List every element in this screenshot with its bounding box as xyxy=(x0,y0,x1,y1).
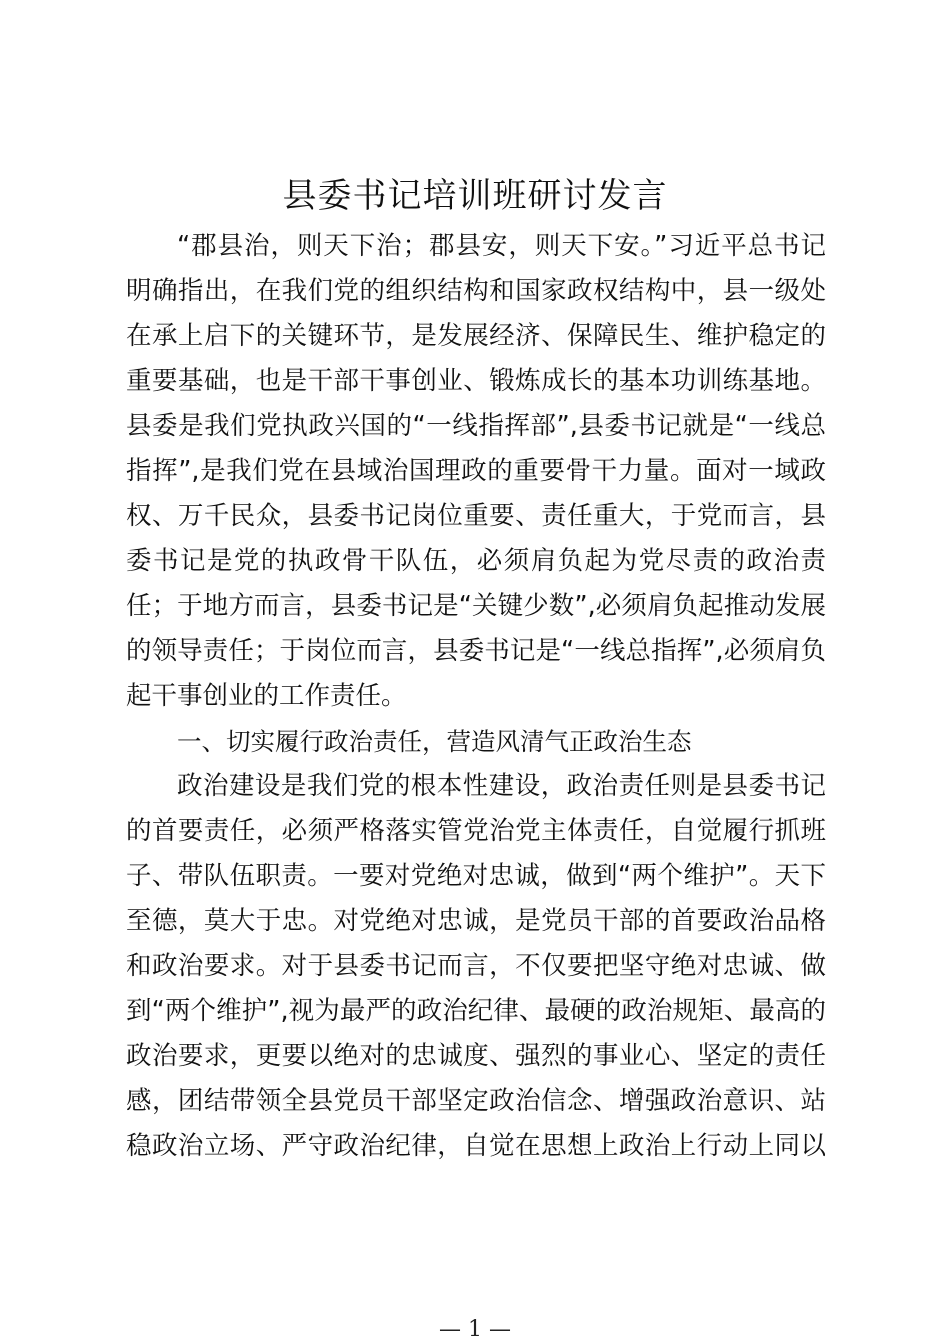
paragraph-line: 政治要求，更要以绝对的忠诚度、强烈的事业心、坚定的责任 xyxy=(126,1041,826,1071)
paragraph-intro xyxy=(126,224,826,719)
paragraph-line: “郡县治，则天下治；郡县安，则天下安。”习近平总书记 xyxy=(177,231,826,261)
document-body xyxy=(126,224,826,1169)
paragraph-line: 稳政治立场、严守政治纪律，自觉在思想上政治上行动上同以 xyxy=(126,1131,826,1161)
paragraph-line: 县委是我们党执政兴国的“一线指挥部”,县委书记就是“一线总 xyxy=(126,411,826,441)
paragraph-line: 至德，莫大于忠。对党绝对忠诚，是党员干部的首要政治品格 xyxy=(126,906,826,936)
paragraph-line: 任；于地方而言，县委书记是“关键少数”,必须肩负起推动发展 xyxy=(126,591,826,621)
paragraph-line: 的领导责任；于岗位而言，县委书记是“一线总指挥”,必须肩负 xyxy=(126,636,826,666)
paragraph-line: 政治建设是我们党的根本性建设，政治责任则是县委书记 xyxy=(177,771,826,801)
paragraph-line: 委书记是党的执政骨干队伍，必须肩负起为党尽责的政治责 xyxy=(126,546,826,576)
paragraph-line: 到“两个维护”,视为最严的政治纪律、最硬的政治规矩、最高的 xyxy=(126,996,826,1026)
paragraph-line: 子、带队伍职责。一要对党绝对忠诚，做到“两个维护”。天下 xyxy=(126,861,826,891)
document-title: 县委书记培训班研讨发言 xyxy=(282,176,668,216)
paragraph-line: 在承上启下的关键环节，是发展经济、保障民生、维护稳定的 xyxy=(126,321,826,351)
section-heading: 一、切实履行政治责任，营造风清气正政治生态 xyxy=(177,727,692,756)
paragraph-political-building xyxy=(126,764,826,1169)
paragraph-line: 的首要责任，必须严格落实管党治党主体责任，自觉履行抓班 xyxy=(126,816,826,846)
paragraph-line: 重要基础，也是干部干事创业、锻炼成长的基本功训练基地。 xyxy=(126,366,826,396)
paragraph-line: 感，团结带领全县党员干部坚定政治信念、增强政治意识、站 xyxy=(126,1086,826,1116)
paragraph-line: 明确指出，在我们党的组织结构和国家政权结构中，县一级处 xyxy=(126,276,826,306)
paragraph-line: 权、万千民众，县委书记岗位重要、责任重大，于党而言，县 xyxy=(126,501,826,531)
paragraph-line: 起干事创业的工作责任。 xyxy=(126,681,407,711)
paragraph-line: 和政治要求。对于县委书记而言，不仅要把坚守绝对忠诚、做 xyxy=(126,951,826,981)
paragraph-line: 指挥”,是我们党在县域治国理政的重要骨干力量。面对一域政 xyxy=(126,456,826,486)
page-number: — 1 — xyxy=(439,1317,511,1342)
